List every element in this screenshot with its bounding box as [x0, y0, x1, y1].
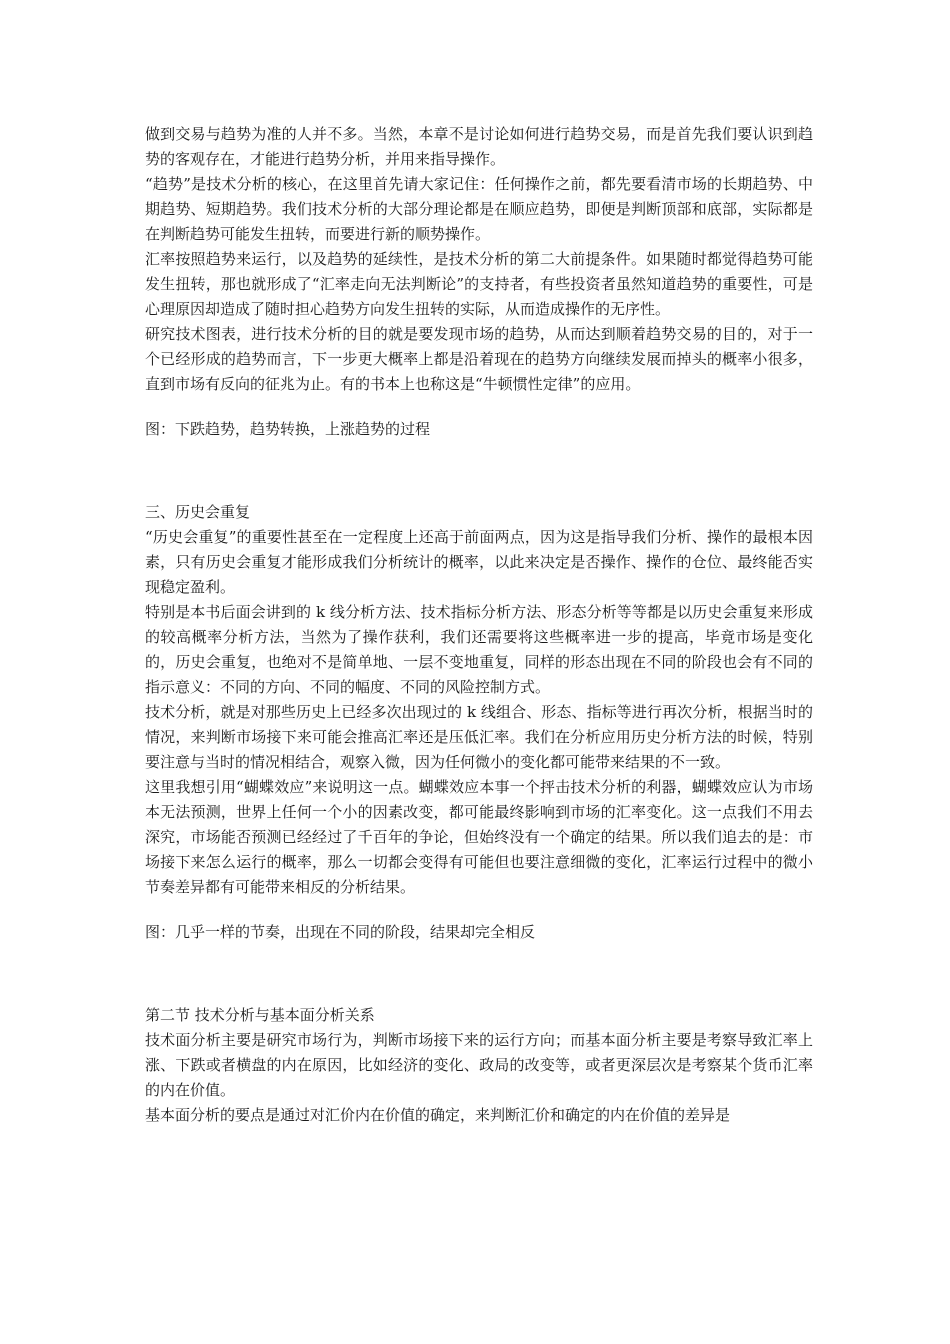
- figure-caption: 图：几乎一样的节奏，出现在不同的阶段，结果却完全相反: [145, 923, 536, 941]
- spacer: [145, 945, 813, 1003]
- paragraph: 基本面分析的要点是通过对汇价内在价值的确定，来判断汇价和确定的内在价值的差异是: [145, 1106, 731, 1124]
- spacer: [145, 900, 813, 920]
- document-body: [145, 122, 813, 1128]
- spacer: [145, 397, 813, 417]
- spacer: [145, 442, 813, 500]
- paragraph: 特别是本书后面会讲到的 k 线分析方法、技术指标分析方法、形态分析等等都是以历史会重复来形成的较高概率分析方法，当然为了操作获利，我们还需要将这些概率进一步的提高，毕竟市场是变化的，历史会重复，也绝对不是简单地、一层不变地重复，同样的形态出现在不同的阶段也会有不同的指示意义：不同的方向、不同的幅度、不同的风险控制方式。: [145, 603, 813, 696]
- section-heading: 第二节 技术分析与基本面分析关系: [145, 1006, 375, 1024]
- paragraph: 研究技术图表，进行技术分析的目的就是要发现市场的趋势，从而达到顺着趋势交易的目的，对于一个已经形成的趋势而言，下一步更大概率上都是沿着现在的趋势方向继续发展而掉头的概率小很多，直到市场有反向的征兆为止。有的书本上也称这是“牛顿惯性定律”的应用。: [145, 325, 813, 393]
- paragraph: 技术分析，就是对那些历史上已经多次出现过的 k 线组合、形态、指标等进行再次分析，根据当时的情况，来判断市场接下来可能会推高汇率还是压低汇率。我们在分析应用历史分析方法的时候，特别要注意与当时的情况相结合，观察入微，因为任何微小的变化都可能带来结果的不一致。: [145, 703, 813, 771]
- paragraph: 技术面分析主要是研究市场行为，判断市场接下来的运行方向；而基本面分析主要是考察导致汇率上涨、下跌或者横盘的内在原因，比如经济的变化、政局的改变等，或者更深层次是考察某个货币汇率的内在价值。: [145, 1031, 813, 1099]
- figure-caption: 图：下跌趋势，趋势转换，上涨趋势的过程: [145, 420, 431, 438]
- paragraph: “历史会重复”的重要性甚至在一定程度上还高于前面两点，因为这是指导我们分析、操作的最根本因素，只有历史会重复才能形成我们分析统计的概率，以此来决定是否操作、操作的仓位、最终能否实现稳定盈利。: [145, 528, 813, 596]
- paragraph: 汇率按照趋势来运行，以及趋势的延续性，是技术分析的第二大前提条件。如果随时都觉得趋势可能发生扭转，那也就形成了“汇率走向无法判断论”的支持者，有些投资者虽然知道趋势的重要性，可是心理原因却造成了随时担心趋势方向发生扭转的实际，从而造成操作的无序性。: [145, 250, 813, 318]
- section-heading: 三、历史会重复: [145, 503, 251, 521]
- paragraph: 这里我想引用“蝴蝶效应”来说明这一点。蝴蝶效应本事一个抨击技术分析的利器，蝴蝶效应认为市场本无法预测，世界上任何一个小的因素改变，都可能最终影响到市场的汇率变化。这一点我们不用去深究，市场能否预测已经经过了千百年的争论，但始终没有一个确定的结果。所以我们追去的是：市场接下来怎么运行的概率，那么一切都会变得有可能但也要注意细微的变化，汇率运行过程中的微小节奏差异都有可能带来相反的分析结果。: [145, 778, 813, 896]
- paragraph: 做到交易与趋势为准的人并不多。当然，本章不是讨论如何进行趋势交易，而是首先我们要认识到趋势的客观存在，才能进行趋势分析，并用来指导操作。: [145, 125, 813, 168]
- paragraph: “趋势”是技术分析的核心，在这里首先请大家记住：任何操作之前，都先要看清市场的长期趋势、中期趋势、短期趋势。我们技术分析的大部分理论都是在顺应趋势，即便是判断顶部和底部，实际都是在判断趋势可能发生扭转，而要进行新的顺势操作。: [145, 175, 813, 243]
